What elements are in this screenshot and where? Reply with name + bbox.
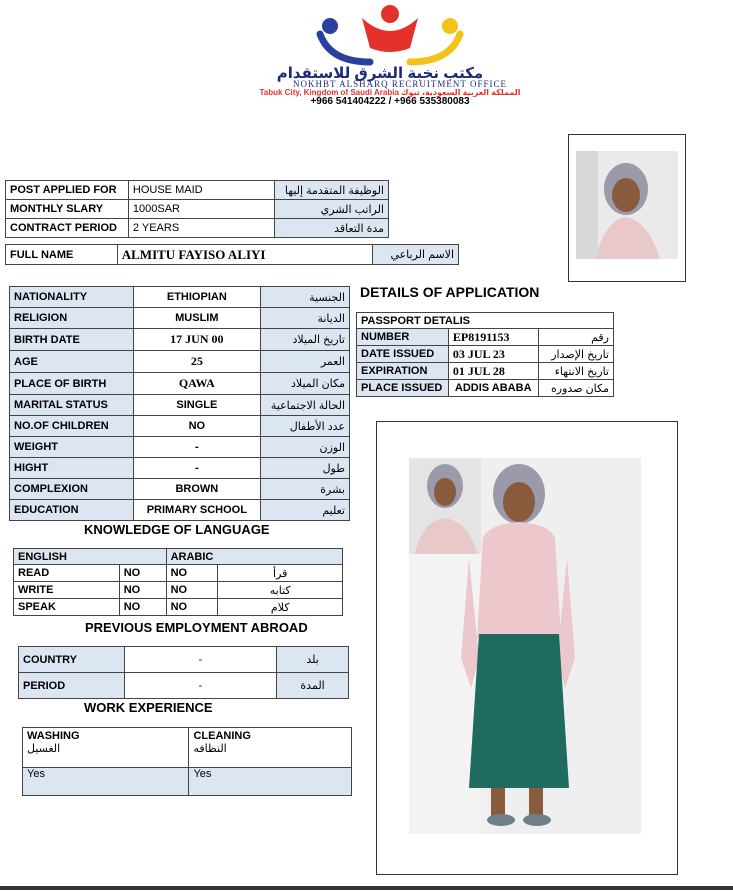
cleaning-value: Yes bbox=[189, 768, 352, 796]
table-row bbox=[14, 599, 343, 616]
date-issued-label: DATE ISSUED bbox=[357, 346, 449, 363]
passport-number-label-ar: رقم bbox=[538, 329, 613, 346]
cleaning-header bbox=[189, 728, 352, 768]
salary-label: MONTHLY SLARY bbox=[6, 200, 129, 219]
table-row bbox=[14, 549, 343, 565]
table-row bbox=[19, 647, 349, 673]
washing-header bbox=[23, 728, 189, 768]
cleaning-label: CLEANING bbox=[193, 730, 251, 742]
full-name-table bbox=[5, 244, 459, 265]
employment-table bbox=[18, 646, 349, 699]
table-row bbox=[357, 313, 614, 329]
read-label-ar: قرأ bbox=[218, 565, 343, 582]
education-value: PRIMARY SCHOOL bbox=[133, 500, 261, 521]
application-heading: DETAILS OF APPLICATION bbox=[360, 284, 540, 300]
address-ar: المملكة العربية السعودية، تبوك bbox=[401, 88, 521, 97]
table-row bbox=[357, 363, 614, 380]
complexion-label-ar: بشرة bbox=[261, 479, 350, 500]
date-issued-value: 03 JUL 23 bbox=[448, 346, 538, 363]
table-row bbox=[357, 346, 614, 363]
period-value: - bbox=[124, 673, 276, 699]
office-logo bbox=[300, 4, 480, 66]
place-issued-value: ADDIS ABABA bbox=[448, 380, 538, 397]
table-row bbox=[10, 437, 350, 458]
contract-label-ar: مدة التعاقد bbox=[275, 219, 389, 238]
table-row bbox=[10, 351, 350, 373]
personal-table bbox=[9, 286, 350, 521]
birth-date-value: 17 JUN 00 bbox=[133, 329, 261, 351]
birth-place-label-ar: مكان الميلاد bbox=[261, 373, 350, 395]
table-row bbox=[357, 329, 614, 346]
washing-label-ar: الغسيل bbox=[27, 743, 61, 755]
read-label: READ bbox=[14, 565, 120, 582]
birth-place-label: PLACE OF BIRTH bbox=[10, 373, 134, 395]
religion-label-ar: الديانة bbox=[261, 308, 350, 329]
washing-value: Yes bbox=[23, 768, 189, 796]
full-name-label-ar: الاسم الرباعي bbox=[373, 245, 459, 265]
table-row bbox=[14, 582, 343, 599]
contract-label: CONTRACT PERIOD bbox=[6, 219, 129, 238]
salary-label-ar: الراتب الشري bbox=[275, 200, 389, 219]
applicant-photo-small-frame bbox=[568, 134, 686, 282]
birth-place-value: QAWA bbox=[133, 373, 261, 395]
post-label-ar: الوظيفة المتقدمة إليها bbox=[275, 181, 389, 200]
country-value: - bbox=[124, 647, 276, 673]
place-issued-label: PLACE ISSUED bbox=[357, 380, 449, 397]
table-row bbox=[10, 479, 350, 500]
employment-heading: PREVIOUS EMPLOYMENT ABROAD bbox=[85, 620, 308, 635]
children-label-ar: عدد الأطفال bbox=[261, 416, 350, 437]
full-name-label: FULL NAME bbox=[6, 245, 118, 265]
expiration-label: EXPIRATION bbox=[357, 363, 449, 380]
age-value: 25 bbox=[133, 351, 261, 373]
speak-label: SPEAK bbox=[14, 599, 120, 616]
age-label: AGE bbox=[10, 351, 134, 373]
education-label: EDUCATION bbox=[10, 500, 134, 521]
post-table bbox=[5, 180, 389, 238]
country-label: COUNTRY bbox=[19, 647, 125, 673]
height-label-ar: طول bbox=[261, 458, 350, 479]
washing-label: WASHING bbox=[27, 730, 80, 742]
table-row bbox=[10, 395, 350, 416]
expiration-label-ar: تاريخ الانتهاء bbox=[538, 363, 613, 380]
office-name-en: NOKHBT ALSHARQ RECRUITMENT OFFICE bbox=[293, 79, 507, 89]
speak-english: NO bbox=[119, 599, 166, 616]
nationality-value: ETHIOPIAN bbox=[133, 287, 261, 308]
table-row bbox=[23, 728, 352, 768]
religion-value: MUSLIM bbox=[133, 308, 261, 329]
table-row bbox=[6, 245, 459, 265]
full-name-value: ALMITU FAYISO ALIYI bbox=[117, 245, 372, 265]
write-arabic: NO bbox=[166, 582, 218, 599]
weight-label: WEIGHT bbox=[10, 437, 134, 458]
speak-arabic: NO bbox=[166, 599, 218, 616]
english-col-header: ENGLISH bbox=[14, 549, 167, 565]
salary-value: 1000SAR bbox=[128, 200, 274, 219]
nationality-label-ar: الجنسية bbox=[261, 287, 350, 308]
complexion-label: COMPLEXION bbox=[10, 479, 134, 500]
write-label-ar: كتابه bbox=[218, 582, 343, 599]
height-value: - bbox=[133, 458, 261, 479]
expiration-value: 01 JUL 28 bbox=[448, 363, 538, 380]
language-table bbox=[13, 548, 343, 616]
applicant-photo-full bbox=[409, 458, 641, 834]
table-row bbox=[14, 565, 343, 582]
read-arabic: NO bbox=[166, 565, 218, 582]
table-row bbox=[10, 373, 350, 395]
write-label: WRITE bbox=[14, 582, 120, 599]
education-label-ar: تعليم bbox=[261, 500, 350, 521]
period-label: PERIOD bbox=[19, 673, 125, 699]
birth-date-label: BIRTH DATE bbox=[10, 329, 134, 351]
speak-label-ar: كلام bbox=[218, 599, 343, 616]
table-row bbox=[6, 219, 389, 238]
experience-table bbox=[22, 727, 352, 796]
marital-status-label: MARITAL STATUS bbox=[10, 395, 134, 416]
table-row bbox=[23, 768, 352, 796]
age-label-ar: العمر bbox=[261, 351, 350, 373]
post-label: POST APPLIED FOR bbox=[6, 181, 129, 200]
height-label: HIGHT bbox=[10, 458, 134, 479]
table-row bbox=[10, 329, 350, 351]
table-row bbox=[10, 416, 350, 437]
address-en: Tabuk City, Kingdom of Saudi Arabia bbox=[259, 88, 399, 97]
passport-number-value: EP8191153 bbox=[448, 329, 538, 346]
children-value: NO bbox=[133, 416, 261, 437]
complexion-value: BROWN bbox=[133, 479, 261, 500]
language-heading: KNOWLEDGE OF LANGUAGE bbox=[84, 522, 270, 537]
experience-heading: WORK EXPERIENCE bbox=[84, 700, 213, 715]
table-row bbox=[6, 200, 389, 219]
passport-title: PASSPORT DETALIS bbox=[357, 313, 614, 329]
read-english: NO bbox=[119, 565, 166, 582]
date-issued-label-ar: تاريخ الإصدار bbox=[538, 346, 613, 363]
arabic-col-header: ARABIC bbox=[166, 549, 342, 565]
passport-table bbox=[356, 312, 614, 397]
office-name-ar: مكتب نخبة الشرق للاستقدام bbox=[276, 65, 484, 82]
table-row bbox=[10, 458, 350, 479]
applicant-photo-small bbox=[576, 151, 678, 259]
table-row bbox=[357, 380, 614, 397]
table-row bbox=[10, 287, 350, 308]
marital-status-label-ar: الحالة الاجتماعية bbox=[261, 395, 350, 416]
marital-status-value: SINGLE bbox=[133, 395, 261, 416]
country-label-ar: بلد bbox=[277, 647, 349, 673]
birth-date-label-ar: تاريخ الميلاد bbox=[261, 329, 350, 351]
write-english: NO bbox=[119, 582, 166, 599]
children-label: NO.OF CHILDREN bbox=[10, 416, 134, 437]
applicant-photo-full-frame bbox=[376, 421, 678, 875]
passport-number-label: NUMBER bbox=[357, 329, 449, 346]
cleaning-label-ar: النظافه bbox=[193, 743, 227, 755]
contract-value: 2 YEARS bbox=[128, 219, 274, 238]
weight-value: - bbox=[133, 437, 261, 458]
bottom-rule bbox=[0, 886, 733, 890]
table-row bbox=[19, 673, 349, 699]
religion-label: RELIGION bbox=[10, 308, 134, 329]
period-label-ar: المدة bbox=[277, 673, 349, 699]
post-value: HOUSE MAID bbox=[128, 181, 274, 200]
nationality-label: NATIONALITY bbox=[10, 287, 134, 308]
weight-label-ar: الوزن bbox=[261, 437, 350, 458]
place-issued-label-ar: مكان صدوره bbox=[538, 380, 613, 397]
table-row bbox=[6, 181, 389, 200]
logo-icon bbox=[300, 4, 480, 66]
table-row bbox=[10, 500, 350, 521]
table-row bbox=[10, 308, 350, 329]
office-phones: +966 541404222 / +966 535380083 bbox=[310, 96, 470, 107]
